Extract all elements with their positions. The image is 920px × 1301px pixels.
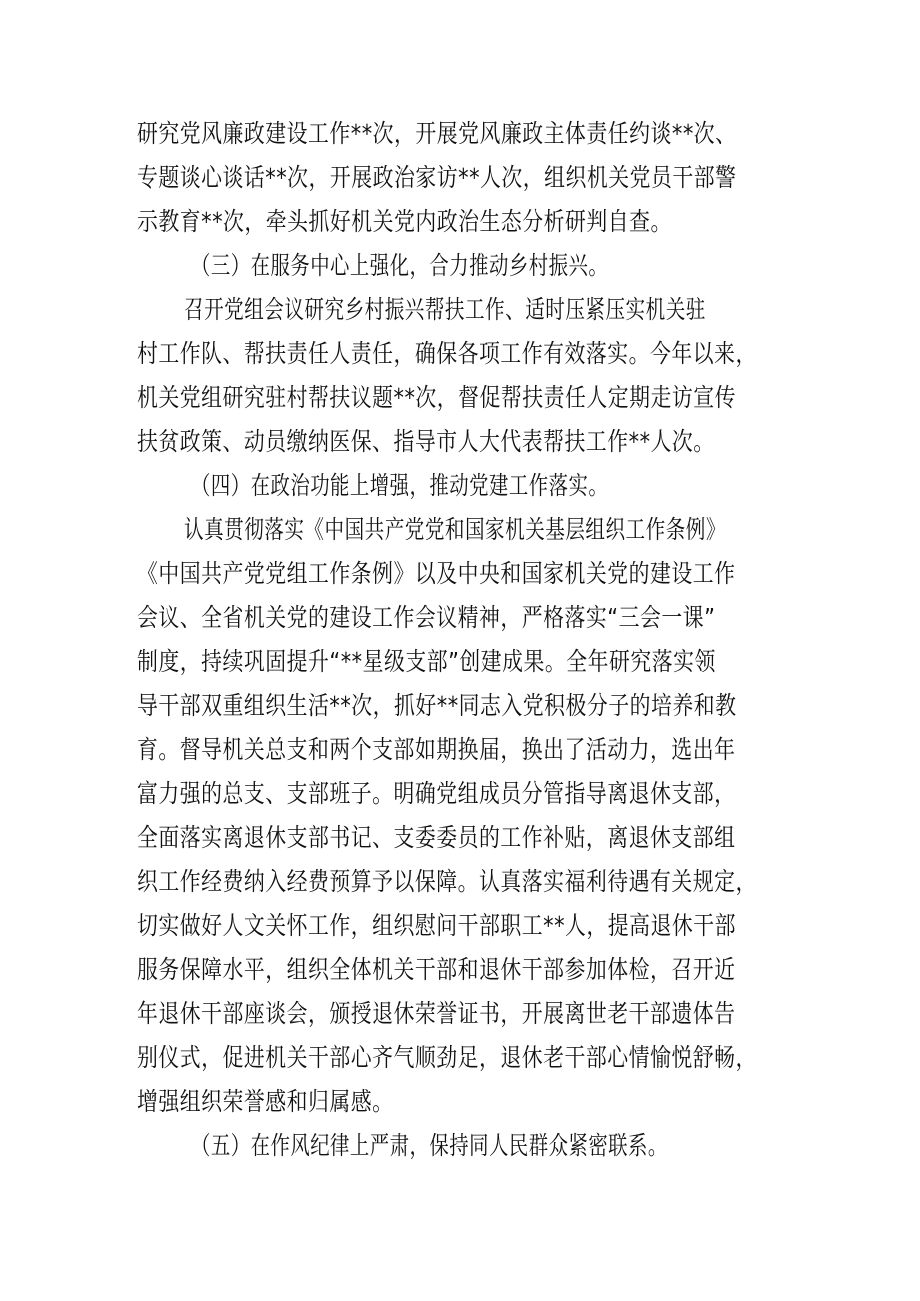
text-line: 增强组织荣誉感和归属感。: [137, 1087, 394, 1116]
section-heading: （五）在作风纪律上严肃，保持同人民群众紧密联系。: [191, 1131, 668, 1160]
text-line: 年退休干部座谈会，颁授退休荣誉证书，开展离世老干部遗体告: [137, 999, 736, 1028]
text-line: 召开党组会议研究乡村振兴帮扶工作、适时压紧压实机关驻: [184, 295, 706, 324]
text-line: 村工作队、帮扶责任人责任，确保各项工作有效落实。今年以来，: [137, 339, 757, 368]
text-line: 制度，持续巩固提升“**星级支部”创建成果。全年研究落实领: [137, 647, 716, 676]
text-line: 《中国共产党党组工作条例》以及中央和国家机关党的建设工作: [137, 559, 736, 588]
text-line: 别仪式，促进机关干部心齐气顺劲足，退休老干部心情愉悦舒畅，: [137, 1043, 757, 1072]
text-line: 示教育**次，牵头抓好机关党内政治生态分析研判自查。: [137, 207, 672, 236]
text-line: 服务保障水平，组织全体机关干部和退休干部参加体检，召开近: [137, 955, 736, 984]
text-line: 导干部双重组织生活**次，抓好**同志入党积极分子的培养和教: [137, 691, 737, 720]
section-heading: （三）在服务中心上强化，合力推动乡村振兴。: [191, 251, 609, 280]
text-line: 富力强的总支、支部班子。明确党组成员分管指导离退休支部，: [137, 779, 736, 808]
text-line: 全面落实离退休支部书记、支委委员的工作补贴，离退休支部组: [137, 823, 736, 852]
text-line: 扶贫政策、动员缴纳医保、指导市人大代表帮扶工作**人次。: [137, 427, 715, 456]
text-line: 认真贯彻落实《中国共产党党和国家机关基层组织工作条例》: [184, 515, 726, 544]
section-heading: （四）在政治功能上增强，推动党建工作落实。: [191, 471, 609, 500]
text-line: 专题谈心谈话**次，开展政治家访**人次，组织机关党员干部警: [137, 163, 737, 192]
text-line: 研究党风廉政建设工作**次，开展党风廉政主体责任约谈**次、: [137, 119, 737, 148]
text-line: 织工作经费纳入经费预算予以保障。认真落实福利待遇有关规定，: [137, 867, 757, 896]
text-line: 会议、全省机关党的建设工作会议精神，严格落实“三会一课”: [137, 603, 716, 632]
text-line: 机关党组研究驻村帮扶议题**次，督促帮扶责任人定期走访宣传: [137, 383, 737, 412]
text-line: 切实做好人文关怀工作，组织慰问干部职工**人，提高退休干部: [137, 911, 737, 940]
text-line: 育。督导机关总支和两个支部如期换届，换出了活动力，选出年: [137, 735, 736, 764]
